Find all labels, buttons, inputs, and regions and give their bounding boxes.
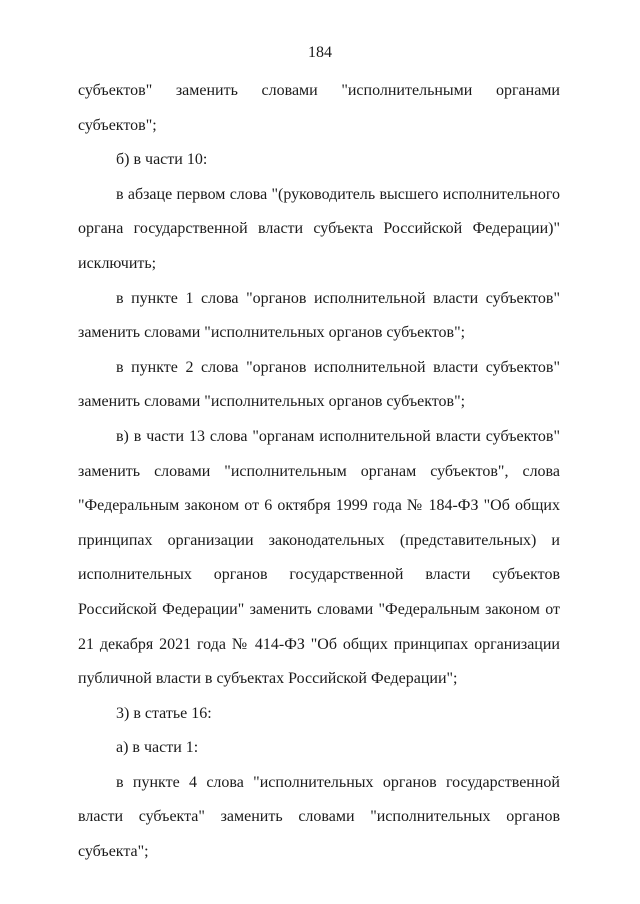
paragraph-point-4: в пункте 4 слова "исполнительных органов государственной власти субъекта" заменить словами "исполнительных органов субъекта"; (78, 773, 560, 861)
paragraph-point-2: в пункте 2 слова "органов исполнительной власти субъектов" заменить словами "исполнительных органов субъектов"; (78, 358, 560, 411)
paragraph-part-13: в) в части 13 слова "органам исполнительной власти субъектов" заменить словами "исполнительным органам субъектов", слова "Федеральным законом от 6 октября 1999 года № 184-ФЗ "Об общих принципах организации законодательных (представительных) и исполнительных органов государственной власти субъектов Российской Федерации" заменить словами "Федеральным законом от 21 декабря 2021 года № 414-ФЗ "Об общих принципах организации публичной власти в субъектах Российской Федерации"; (78, 427, 560, 688)
paragraph-point-1: в пункте 1 слова "органов исполнительной власти субъектов" заменить словами "исполнительных органов субъектов"; (78, 289, 560, 342)
paragraph-first-abzac: в абзаце первом слова "(руководитель высшего исполнительного органа государственной власти субъекта Российской Федерации)" исключить; (78, 185, 560, 272)
paragraph-article-16: 3) в статье 16: (116, 704, 212, 722)
page-number: 184 (308, 44, 332, 61)
paragraph-part-10: б) в части 10: (116, 151, 208, 169)
document-body (78, 74, 560, 870)
paragraph-part-1: а) в части 1: (116, 739, 199, 757)
paragraph-continuation: субъектов" заменить словами "исполнительными органами субъектов"; (78, 82, 560, 134)
